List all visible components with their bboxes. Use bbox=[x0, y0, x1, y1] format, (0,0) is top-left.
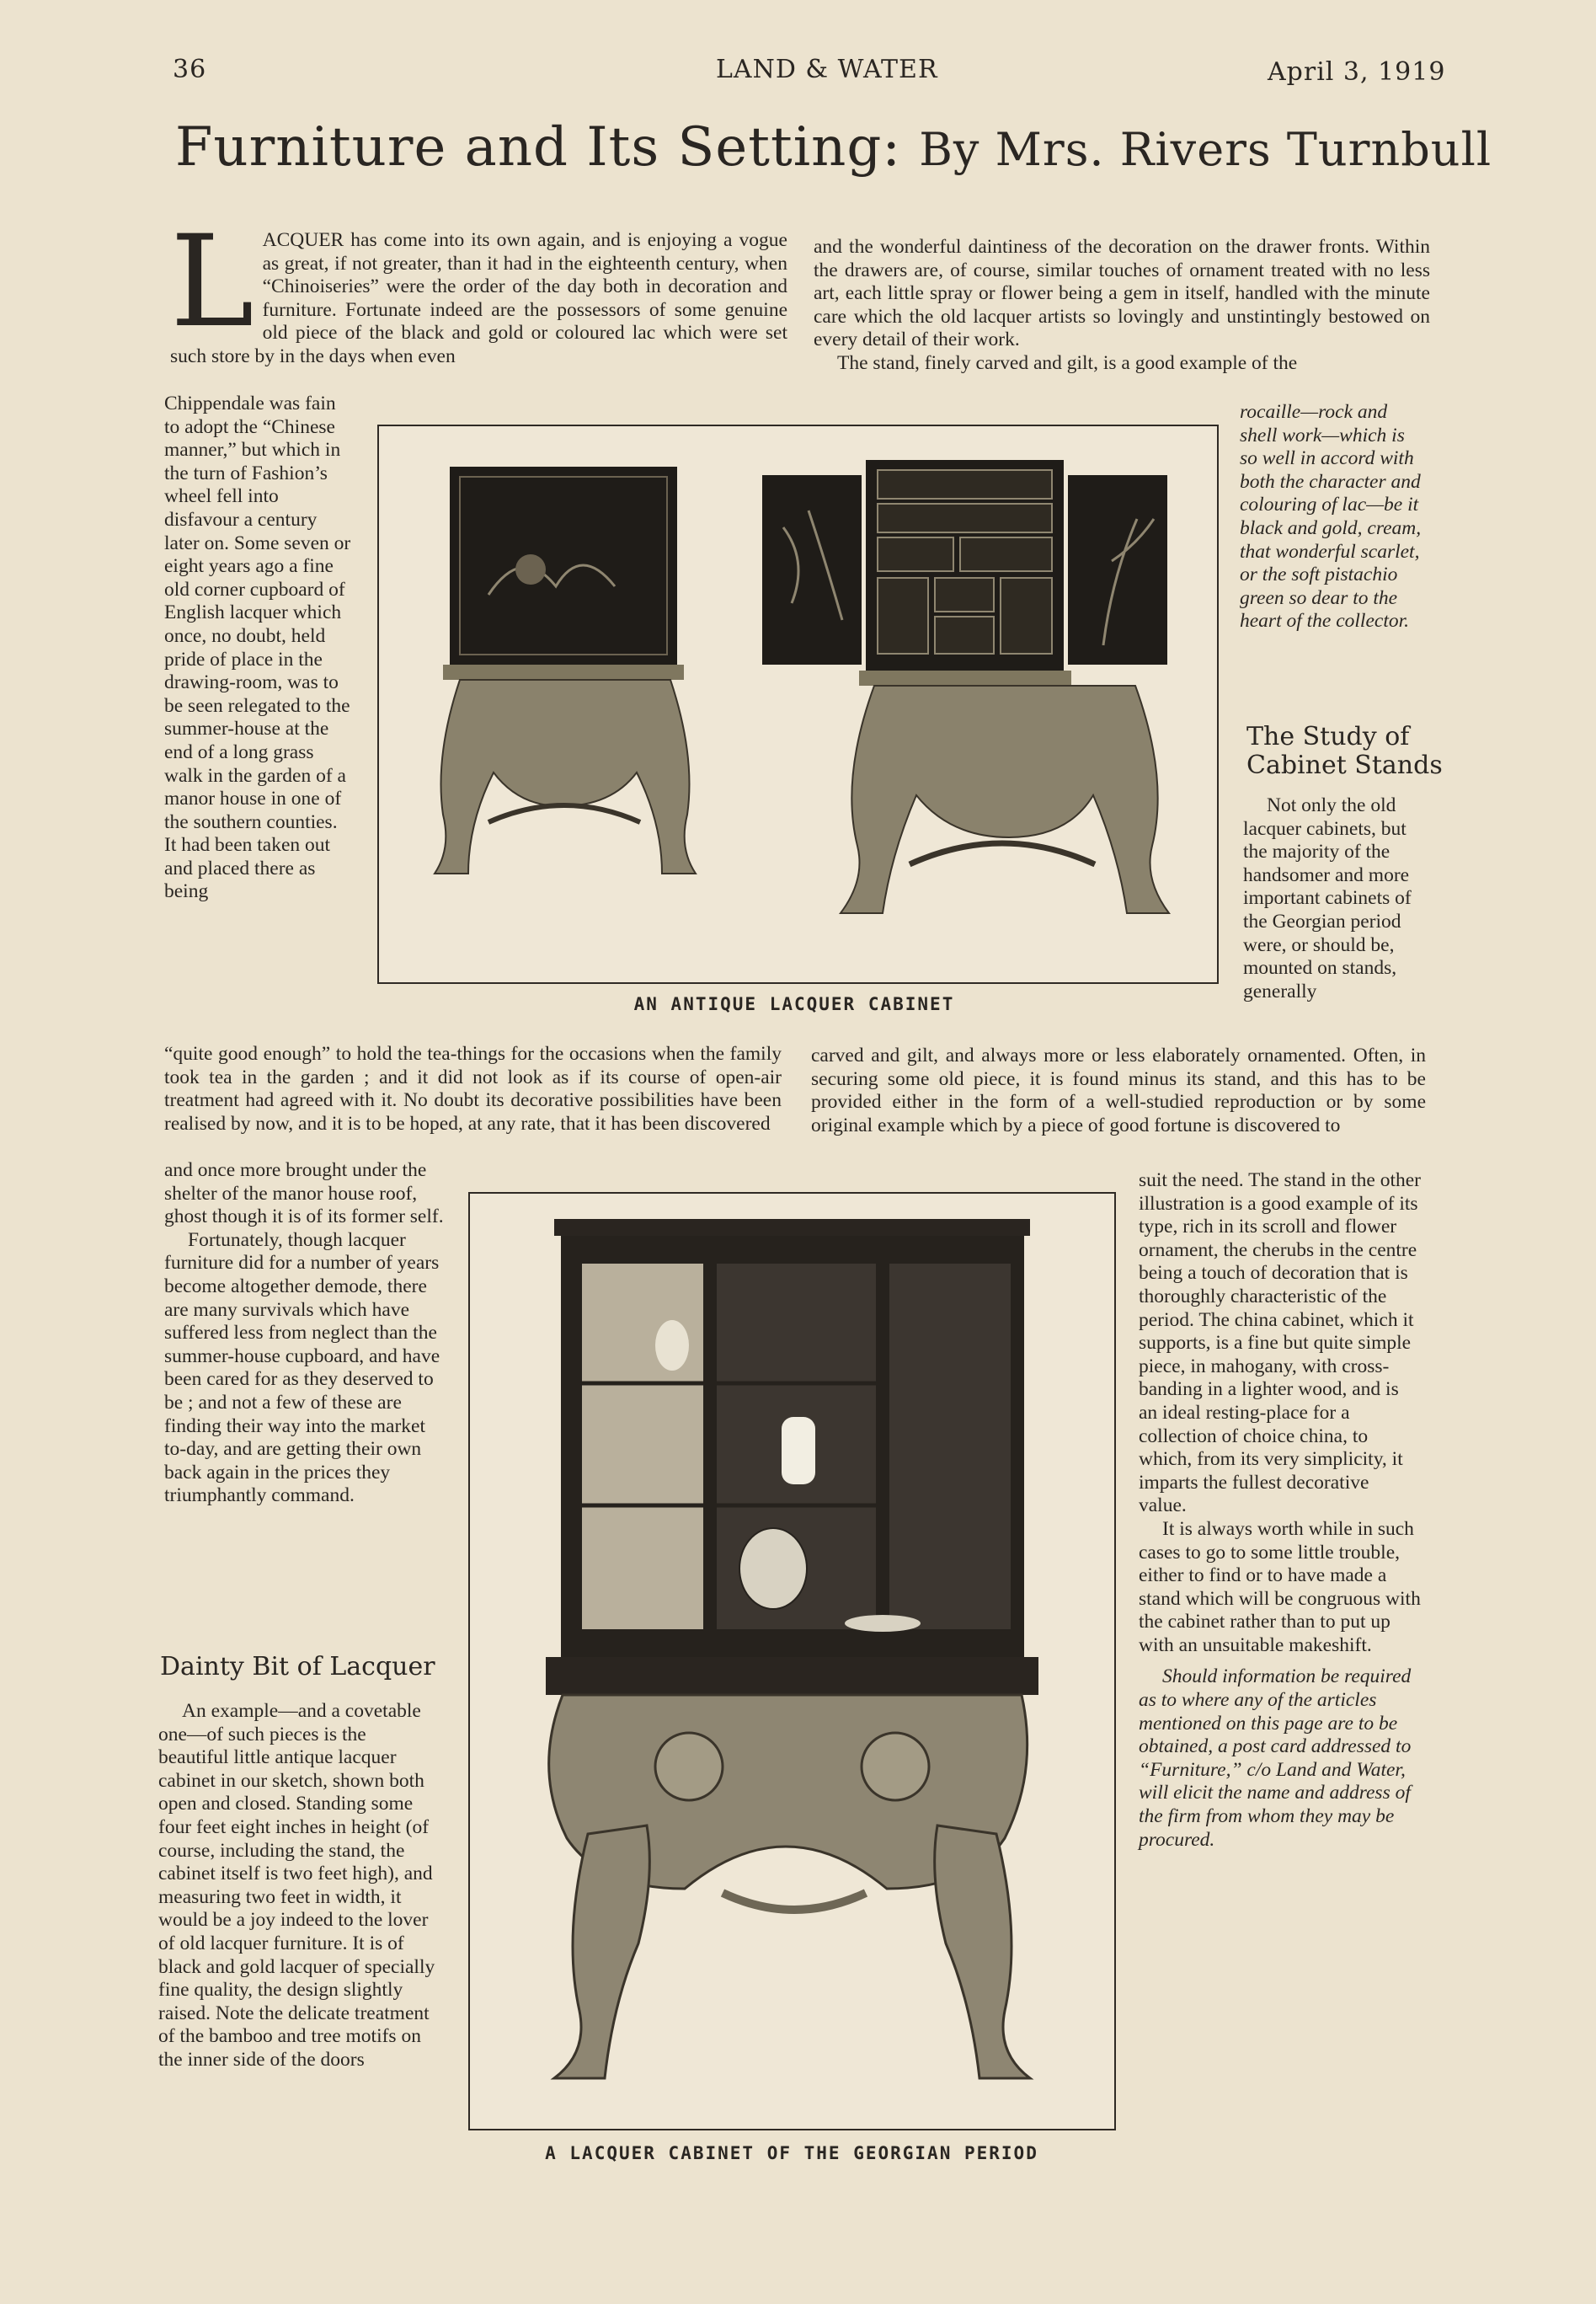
stands-side-column bbox=[1243, 794, 1426, 1003]
worth-paragraph: It is always worth while in such cases to go to some little trouble, either to find or to have made a stand which will be congruous with the cabinet rather than to put up with an unsuitable makeshift. bbox=[1139, 1517, 1421, 1656]
right-side-column bbox=[1240, 401, 1427, 633]
open-cabinet-drawing bbox=[762, 460, 1169, 913]
right-column-top bbox=[814, 236, 1430, 376]
lacquer-cabinet-illustration bbox=[379, 426, 1217, 982]
enquiry-note: Should information be required as to where any of the articles mentioned on this page are to be obtained, a post card addressed to “Furniture,” c/o Land and Water, will elicit the name and address of the firm from whom they may be procured. bbox=[1139, 1665, 1412, 1851]
stands-end-column bbox=[1139, 1169, 1422, 1852]
figure-georgian-cabinet bbox=[468, 1192, 1116, 2130]
section-heading-stands bbox=[1246, 723, 1443, 780]
dainty-paragraph: An example—and a covetable one—of such pieces is the beautiful little antique lacquer cabinet in our sketch, shown both open and closed. Standing some four feet eight inches in height (of course, including the stand, the cabinet itself is two feet high), and measuring two feet in width, it would be a joy indeed to the lover of old lacquer furniture. It is of black and gold lacquer of specially fine quality, the design slightly raised. Note the delicate treatment of the bamboo and tree motifs on the inner side of the doors bbox=[158, 1700, 435, 2071]
stands-continuation: carved and gilt, and always more or less elaborately ornamented. Often, in securing some old piece, it is found minus its stand, and this has to be provided either in the form of a well-studied reproduction or by some original example which by a piece of good fortune is discovered to bbox=[811, 1045, 1426, 1136]
intro-end: and once more brought under the shelter of the manor house roof, ghost though it is of its former self. bbox=[164, 1159, 444, 1228]
drawer-paragraph: and the wonderful daintiness of the decoration on the drawer fronts. Within the drawers are, of course, similar touches of ornament treated with no less art, each little spray or flower being a gem in itself, handled with the minute care which the old lacquer artists so lovingly and unstintingly bestowed on every detail of their work. bbox=[814, 236, 1430, 351]
closed-cabinet-drawing bbox=[435, 467, 696, 874]
stands-end: suit the need. The stand in the other illustration is a good example of its type, rich in its scroll and flower ornament, the cherubs in the centre being a touch of decoration that is thoroughly characteristic of the period. The china cabinet, which it supports, is a fine but quite simple piece, in mahogany, with cross-banding in a lighter wood, and is an ideal resting-place for a collection of choice china, to which, from its very simplicity, it imparts the fullest decorative value. bbox=[1139, 1169, 1422, 1517]
figure-2-caption: A LACQUER CABINET OF THE GEORGIAN PERIOD bbox=[545, 2143, 1038, 2163]
intro-paragraph-top: ACQUER has come into its own again, and is enjoying a vogue as great, if not greater, than it had in the eighteenth century, when “Chinoiseries” were the order of the day both in decoration and furniture. Fortunate indeed are the possessors of some genuine old piece of the black and gold or coloured lac which were set such store by in the days when even bbox=[170, 229, 787, 367]
issue-date: April 3, 1919 bbox=[1268, 57, 1446, 87]
intro-paragraph-2: Fortunately, though lacquer furniture did for a number of years become altogether demode, there are many survivals which have suffered less from neglect than the summer-house cupboard, and have been cared for as they deserved to be ; and not a few of these are finding their way into the market to-day, and are getting their own back again in the prices they triumphantly command. bbox=[164, 1228, 440, 1507]
figure-1-caption: AN ANTIQUE LACQUER CABINET bbox=[633, 994, 955, 1014]
stand-paragraph-a: The stand, finely carved and gilt, is a good example of the bbox=[837, 351, 1298, 374]
stands-side: Not only the old lacquer cabinets, but the majority of the handsomer and more important cabinets of the Georgian period were, or should be, mounted on stands, generally bbox=[1243, 794, 1412, 1002]
byline: By Mrs. Rivers Turnbull bbox=[919, 123, 1492, 176]
article-title bbox=[175, 116, 1492, 179]
intro-top bbox=[170, 209, 787, 369]
section-dainty-text bbox=[158, 1700, 438, 2072]
intro-end-column bbox=[164, 1159, 444, 1508]
publication-name: LAND & WATER bbox=[716, 55, 938, 84]
title-main: Furniture and Its Setting: bbox=[175, 116, 901, 179]
drop-cap: L bbox=[170, 209, 254, 355]
section-heading-dainty: Dainty Bit of Lacquer bbox=[160, 1652, 435, 1681]
page-number: 36 bbox=[173, 55, 207, 84]
georgian-cabinet-illustration bbox=[470, 1194, 1114, 2129]
stands-heading-line1: The Study of bbox=[1246, 722, 1410, 751]
intro-side-column: Chippendale was fain to adopt the “Chinese manner,” but which in the turn of Fashion’s wheel fell into disfavour a century later on. Some seven or eight years ago a fine old corner cupboard of English lacquer which once, no doubt, held pride of place in the drawing-room, was to be seen relegated to the summer-house at the end of a long grass walk in the garden of a manor house in one of the southern counties. It had been taken out and placed there as being bbox=[164, 393, 351, 903]
stands-heading-line2: Cabinet Stands bbox=[1246, 751, 1443, 780]
stand-paragraph-b: rocaille—rock and shell work—which is so well in accord with both the character and colouring of lac—be it black and gold, cream, that wonderful scarlet, or the soft pistachio green so dear to the heart of the collector. bbox=[1240, 401, 1422, 633]
figure-lacquer-cabinet bbox=[377, 425, 1219, 984]
intro-continuation: “quite good enough” to hold the tea-things for the occasions when the family took tea in the garden ; and it did not look as if its course of open-air treatment had agreed with it. No doubt its decorative possibilities have been realised by now, and it is to be hoped, at any rate, that it has been discovered bbox=[164, 1043, 782, 1135]
